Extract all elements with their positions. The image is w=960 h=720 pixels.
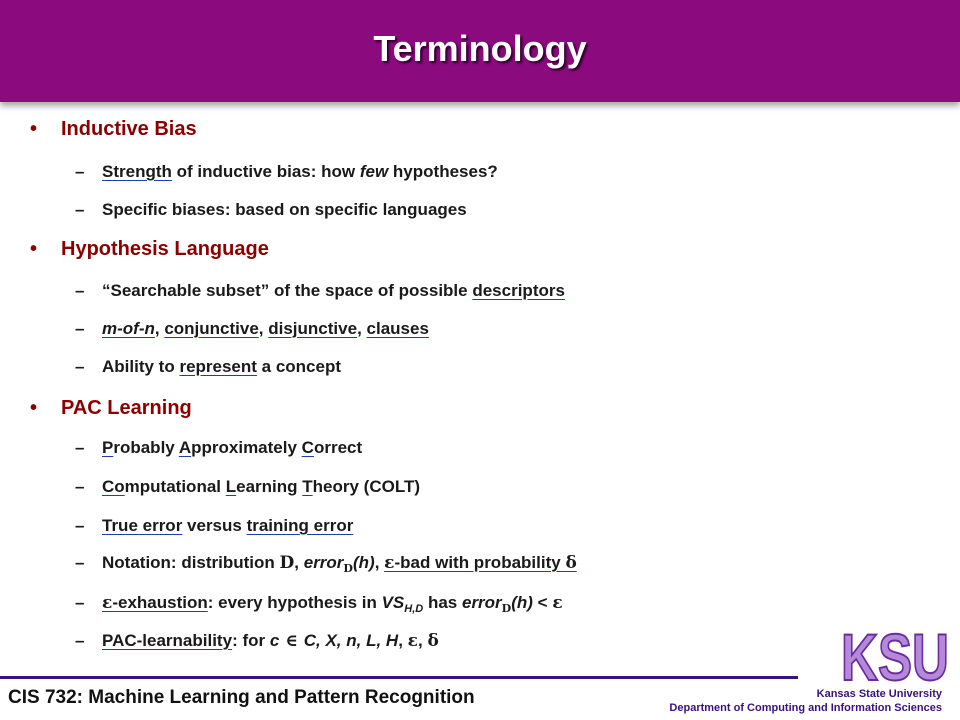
- dash-icon: –: [75, 319, 85, 338]
- bullet-dot-icon: •: [30, 238, 38, 260]
- dash-icon: –: [75, 357, 85, 376]
- footer-divider: [0, 676, 798, 679]
- svg-text:KSU: KSU: [841, 620, 949, 686]
- dash-icon: –: [75, 438, 85, 457]
- bullet-dot-icon: •: [30, 118, 38, 140]
- dash-icon: –: [75, 553, 85, 572]
- dash-icon: –: [75, 593, 85, 612]
- dash-icon: –: [75, 631, 85, 650]
- dash-icon: –: [75, 162, 85, 181]
- ksu-logo-icon: [838, 620, 952, 686]
- dash-icon: –: [75, 281, 85, 300]
- dash-icon: –: [75, 200, 85, 219]
- dash-icon: –: [75, 516, 85, 535]
- dash-icon: –: [75, 477, 85, 496]
- slide-title: Terminology: [373, 28, 587, 69]
- footer-department: Department of Computing and Information Sciences: [669, 702, 942, 714]
- bullet-dot-icon: •: [30, 397, 38, 419]
- slide-content: • Inductive Bias – Strength of inductive bias: how few hypotheses? – Specific biases: based on specific languages • Hypothesis Language – “Searchable subset” of the space of possible descriptors – m-of-n, conjunctive, disjunctive, clauses – Ability to represent a concept • PAC Learning – Probably Approximately Correct – Computational Learning Theory (COLT) – True error versus training error – Notation: distribution D, error$_D$(h), ε-bad with probability δ – ε-exhaustion: every hypothesis in $VS_{H,D}$ has error$_D$(h) < ε – PAC-learnability: for c ∈ C, X, n, L, H, ε, δ: [30, 118, 577, 651]
- footer-course-title: CIS 732: Machine Learning and Pattern Recognition: [8, 687, 475, 708]
- footer-university: Kansas State University: [816, 688, 942, 700]
